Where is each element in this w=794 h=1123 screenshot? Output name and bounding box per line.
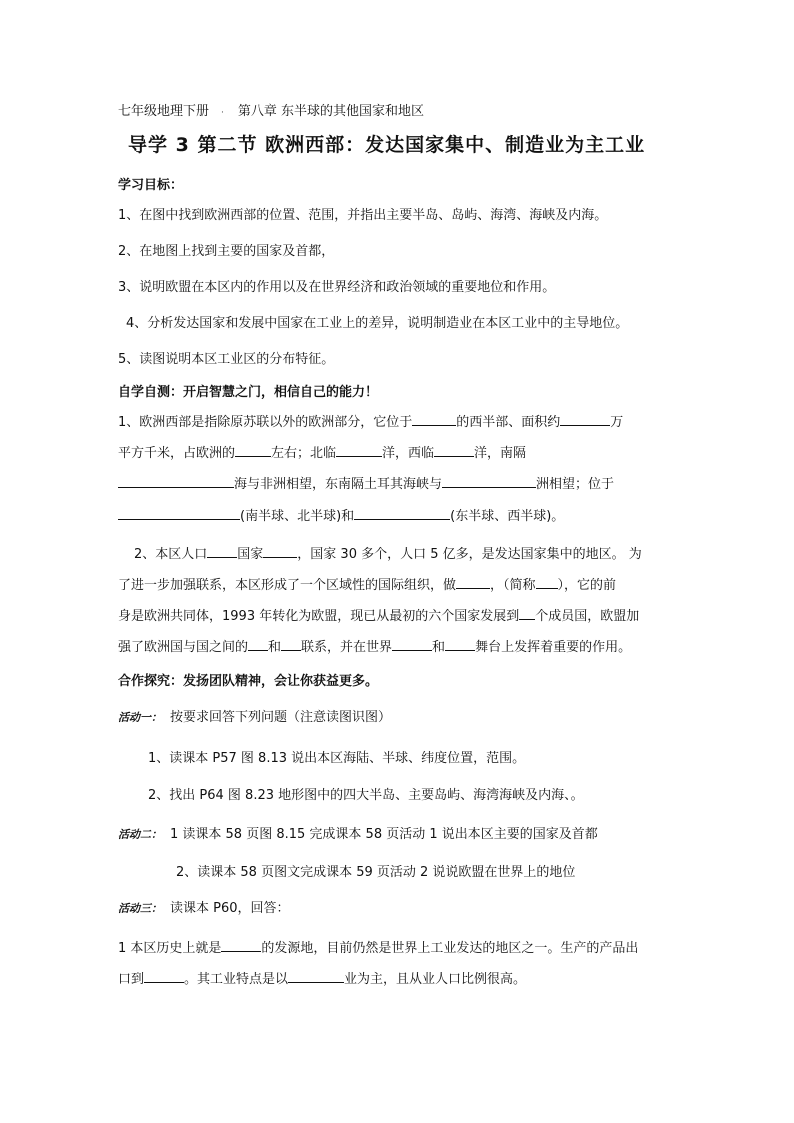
selftest-q2-line2 (118, 575, 616, 595)
q1-text-b: 的西半部、面积约 (456, 415, 561, 430)
activity-3-line1 (118, 938, 638, 958)
activity-1-item: 2、找出 P64 图 8.23 地形图中的四大半岛、主要岛屿、海湾海峡及内海、。 (148, 788, 584, 803)
answer-blank[interactable] (207, 544, 237, 558)
header-course: 七年级地理下册 (118, 104, 210, 119)
answer-blank[interactable] (235, 443, 271, 457)
q2-text-m: 舞台上发挥着重要的作用。 (475, 640, 632, 655)
activity-2-text: 1 读课本 58 页图 8.15 完成课本 58 页活动 1 说出本区主要的国家及首都 (170, 827, 598, 842)
activity-2-label: 活动二： (118, 828, 162, 841)
q2-text-k: 联系，并在世界 (301, 640, 393, 655)
answer-blank[interactable] (560, 412, 610, 426)
answer-blank[interactable] (354, 506, 450, 520)
activity-3 (118, 900, 290, 918)
objective-item: 4、分析发达国家和发展中国家在工业上的差异，说明制造业在本区工业中的主导地位。 (126, 316, 629, 331)
q1-text-c: 万 (610, 415, 624, 430)
activity-1-text: 按要求回答下列问题（注意读图识图） (170, 710, 392, 725)
q1-text-h: 海与非洲相望，东南隔土耳其海峡与 (234, 477, 443, 492)
q1-text-e: 左右；北临 (271, 446, 337, 461)
activity-1-item: 1、读课本 P57 图 8.13 说出本区海陆、半球、纬度位置，范围。 (148, 751, 526, 766)
coop-heading: 合作探究：发扬团队精神，会让你获益更多。 (118, 674, 379, 689)
selftest-q1-line4 (118, 506, 564, 526)
q2-text-g: 身是欧洲共同体，1993 年转化为欧盟，现已从最初的六个国家发展到 (118, 609, 520, 624)
chapter-header (118, 103, 424, 122)
answer-blank[interactable] (263, 544, 297, 558)
answer-blank[interactable] (118, 506, 240, 520)
activity-3-text: 读课本 P60，回答： (170, 901, 290, 916)
header-dot: · (221, 108, 224, 118)
act3-text-c: 口到 (118, 972, 145, 987)
answer-blank[interactable] (118, 474, 234, 488)
act3-text-d: 。其工业特点是以 (184, 972, 289, 987)
answer-blank[interactable] (456, 575, 490, 589)
selftest-q1-line3 (118, 474, 614, 494)
selftest-heading: 自学自测：开启智慧之门，相信自己的能力！ (118, 385, 379, 400)
answer-blank[interactable] (288, 969, 344, 983)
activity-3-label: 活动三： (118, 902, 162, 915)
q1-text-i: 洲相望；位于 (536, 477, 615, 492)
activity-2-item: 2、读课本 58 页图文完成课本 59 页活动 2 说说欧盟在世界上的地位 (176, 865, 576, 880)
answer-blank[interactable] (336, 443, 382, 457)
answer-blank[interactable] (412, 412, 456, 426)
q2-text-d: 了进一步加强联系，本区形成了一个区域性的国际组织，做 (118, 578, 457, 593)
q2-text-b: 国家 (237, 547, 264, 562)
q2-text-c: ，国家 30 多个，人口 5 亿多，是发达国家集中的地区。 为 (297, 547, 642, 562)
objective-item: 3、说明欧盟在本区内的作用以及在世界经济和政治领域的重要地位和作用。 (118, 280, 556, 295)
q2-text-i: 强了欧洲国与国之间的 (118, 640, 249, 655)
answer-blank[interactable] (445, 637, 475, 651)
answer-blank[interactable] (442, 474, 536, 488)
q2-text-e: ，（简称 (490, 578, 536, 593)
q2-text-f: ），它的前 (557, 578, 617, 593)
answer-blank[interactable] (519, 606, 535, 620)
answer-blank[interactable] (221, 938, 261, 952)
q2-text-j: 和 (268, 640, 282, 655)
q1-text-f: 洋，西临 (382, 446, 435, 461)
selftest-q2-line3 (118, 606, 639, 626)
page-title: 导学 3 第二节 欧洲西部：发达国家集中、制造业为主工业 (128, 134, 646, 156)
act3-text-a: 1 本区历史上就是 (118, 941, 222, 956)
selftest-q1-line1 (118, 412, 623, 432)
q2-text-l: 和 (432, 640, 446, 655)
answer-blank[interactable] (248, 637, 268, 651)
selftest-q2-line4 (118, 637, 631, 657)
answer-blank[interactable] (281, 637, 301, 651)
act3-text-b: 的发源地，目前仍然是世界上工业发达的地区之一。生产的产品出 (261, 941, 639, 956)
selftest-q2-line1 (134, 544, 642, 564)
activity-2 (118, 826, 598, 844)
q2-text-h: 个成员国，欧盟加 (535, 609, 640, 624)
q1-text-a: 1、欧洲西部是指除原苏联以外的欧洲部分，它位于 (118, 415, 413, 430)
objective-item: 1、在图中找到欧洲西部的位置、范围，并指出主要半岛、岛屿、海湾、海峡及内海。 (118, 208, 608, 223)
header-chapter: 第八章 东半球的其他国家和地区 (237, 104, 425, 119)
answer-blank[interactable] (536, 575, 558, 589)
answer-blank[interactable] (392, 637, 432, 651)
activity-3-line2 (118, 969, 526, 989)
q1-text-k: (东半球、西半球)。 (450, 509, 565, 524)
activity-1-label: 活动一： (118, 711, 162, 724)
answer-blank[interactable] (144, 969, 184, 983)
answer-blank[interactable] (434, 443, 474, 457)
q1-text-j: (南半球、北半球)和 (240, 509, 355, 524)
q1-text-d: 平方千米，占欧洲的 (118, 446, 236, 461)
activity-1 (118, 709, 391, 727)
q2-text-a: 2、本区人口 (134, 547, 208, 562)
objective-item: 5、读图说明本区工业区的分布特征。 (118, 352, 335, 367)
objectives-heading: 学习目标： (118, 178, 184, 193)
selftest-q1-line2 (118, 443, 526, 463)
objective-item: 2、在地图上找到主要的国家及首都， (118, 244, 335, 259)
act3-text-e: 业为主，且从业人口比例很高。 (344, 972, 527, 987)
q1-text-g: 洋，南隔 (474, 446, 527, 461)
